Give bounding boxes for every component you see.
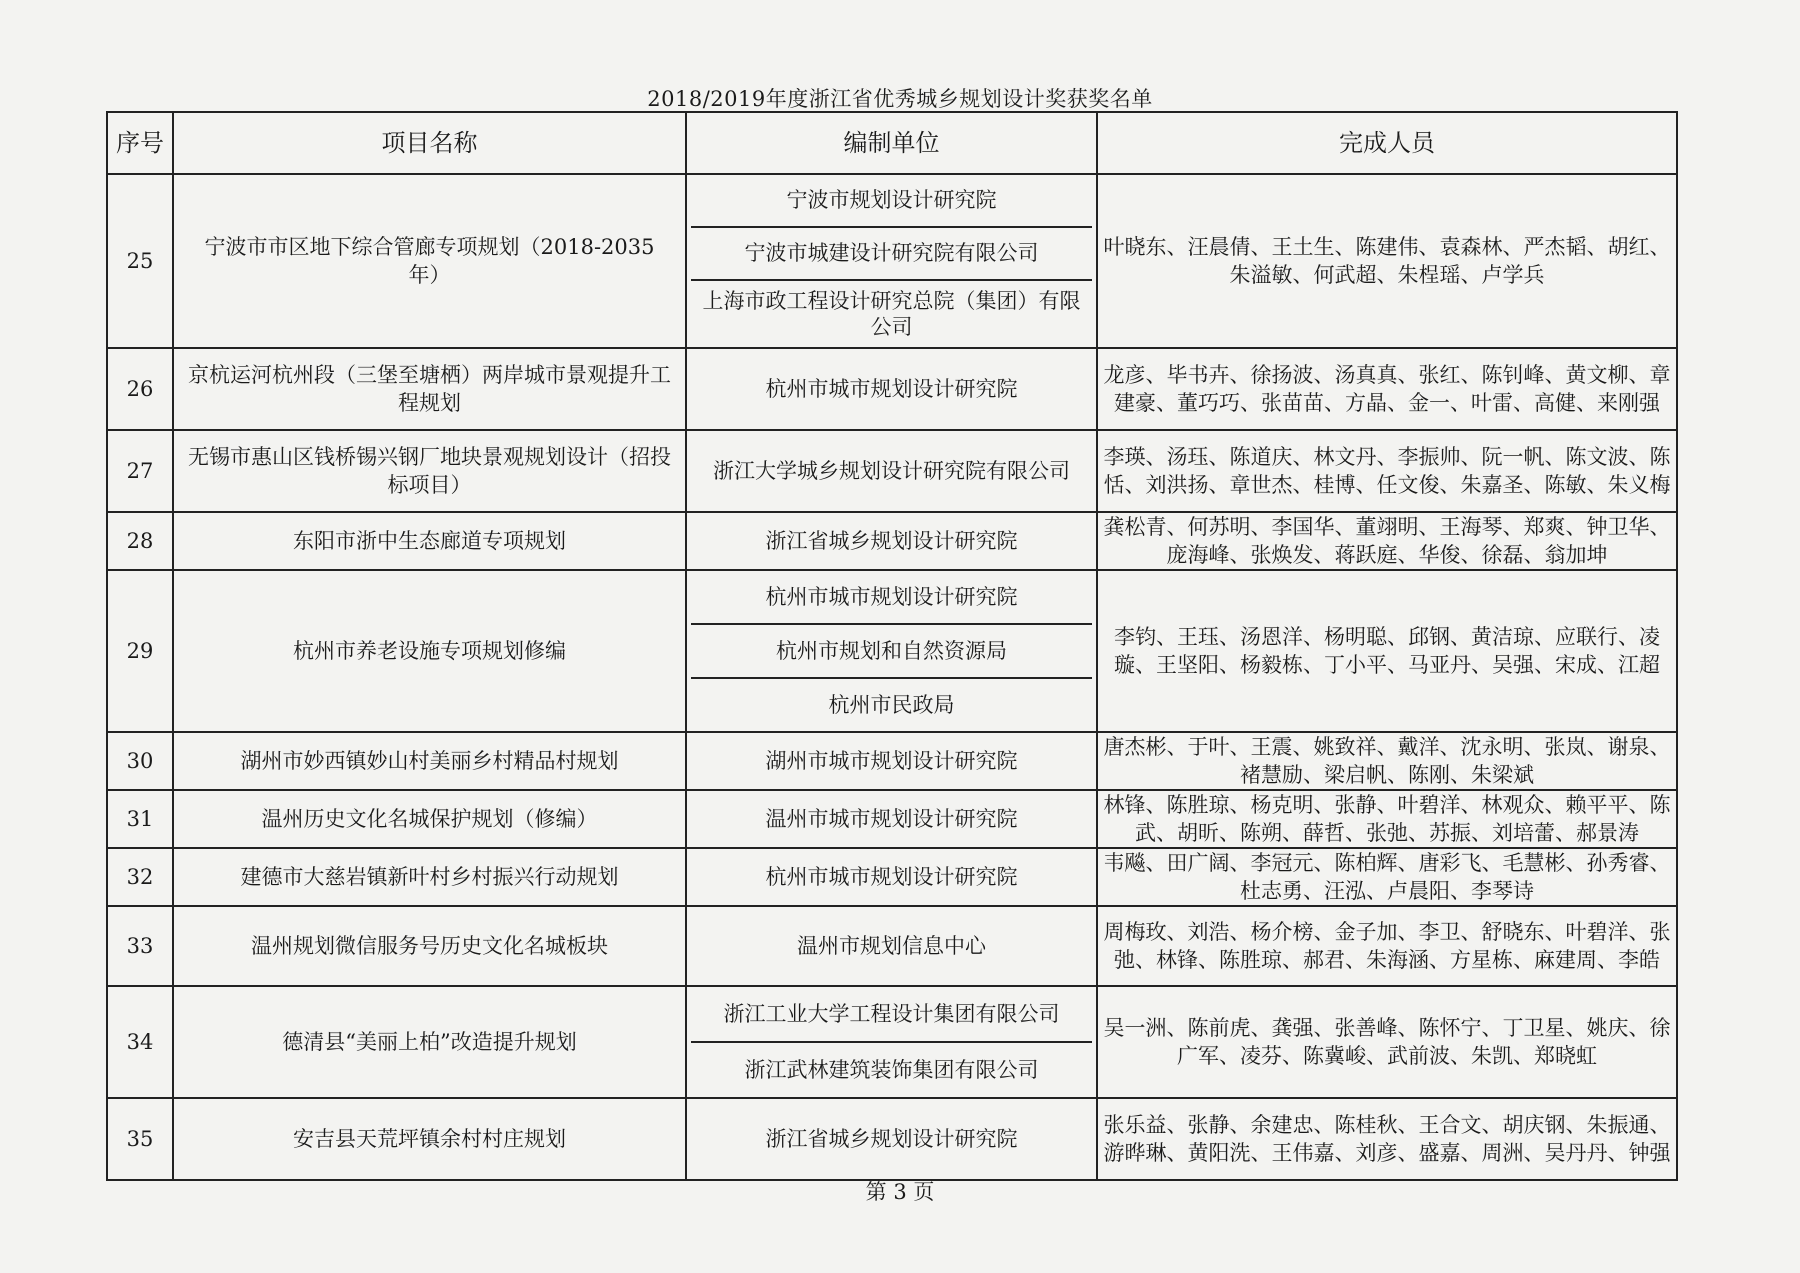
staff-list: 吴一洲、陈前虎、龚强、张善峰、陈怀宁、丁卫星、姚庆、徐广军、凌芬、陈冀峻、武前波、朱凯、郑晓虹 xyxy=(1097,986,1677,1098)
unit-name: 温州市城市规划设计研究院 xyxy=(686,790,1097,848)
unit-name: 浙江武林建筑装饰集团有限公司 xyxy=(744,1058,1039,1082)
unit-name: 温州市规划信息中心 xyxy=(686,906,1097,986)
row-number: 28 xyxy=(107,512,173,570)
row-number: 34 xyxy=(107,986,173,1098)
unit-name: 浙江工业大学工程设计集团有限公司 xyxy=(691,987,1092,1043)
unit-name: 杭州市民政局 xyxy=(828,693,955,717)
award-table xyxy=(106,111,1678,1181)
header-project: 项目名称 xyxy=(173,112,686,174)
project-name: 湖州市妙西镇妙山村美丽乡村精品村规划 xyxy=(173,732,686,790)
header-no: 序号 xyxy=(107,112,173,174)
staff-list: 李钧、王珏、汤恩洋、杨明聪、邱钢、黄洁琼、应联行、凌璇、王坚阳、杨毅栋、丁小平、马亚丹、吴强、宋成、江超 xyxy=(1097,570,1677,732)
unit-name: 宁波市城建设计研究院有限公司 xyxy=(691,228,1092,281)
row-number: 30 xyxy=(107,732,173,790)
project-name: 杭州市养老设施专项规划修编 xyxy=(173,570,686,732)
project-name: 安吉县天荒坪镇余村村庄规划 xyxy=(173,1098,686,1180)
project-name: 建德市大慈岩镇新叶村乡村振兴行动规划 xyxy=(173,848,686,906)
table-row xyxy=(107,790,1677,848)
row-number: 27 xyxy=(107,430,173,512)
project-name: 温州规划微信服务号历史文化名城板块 xyxy=(173,906,686,986)
row-number: 32 xyxy=(107,848,173,906)
staff-list: 龚松青、何苏明、李国华、董翊明、王海琴、郑爽、钟卫华、庞海峰、张焕发、蒋跃庭、华俊、徐磊、翁加坤 xyxy=(1097,512,1677,570)
row-number: 35 xyxy=(107,1098,173,1180)
unit-name: 杭州市城市规划设计研究院 xyxy=(691,571,1092,625)
row-number: 31 xyxy=(107,790,173,848)
project-name: 德清县“美丽上柏”改造提升规划 xyxy=(173,986,686,1098)
row-number: 33 xyxy=(107,906,173,986)
unit-cell xyxy=(686,570,1097,732)
table-row xyxy=(107,906,1677,986)
unit-name: 宁波市规划设计研究院 xyxy=(691,175,1092,228)
staff-list: 韦飚、田广阔、李冠元、陈柏辉、唐彩飞、毛慧彬、孙秀睿、杜志勇、汪泓、卢晨阳、李琴诗 xyxy=(1097,848,1677,906)
table-row xyxy=(107,348,1677,430)
header-row xyxy=(107,112,1677,174)
project-name: 京杭运河杭州段（三堡至塘栖）两岸城市景观提升工程规划 xyxy=(173,348,686,430)
row-number: 26 xyxy=(107,348,173,430)
project-name: 宁波市市区地下综合管廊专项规划（2018-2035年） xyxy=(173,174,686,348)
project-name: 温州历史文化名城保护规划（修编） xyxy=(173,790,686,848)
header-staff: 完成人员 xyxy=(1097,112,1677,174)
table-row xyxy=(107,174,1677,348)
unit-name: 湖州市城市规划设计研究院 xyxy=(686,732,1097,790)
project-name: 东阳市浙中生态廊道专项规划 xyxy=(173,512,686,570)
table-row xyxy=(107,848,1677,906)
table-row xyxy=(107,512,1677,570)
header-unit: 编制单位 xyxy=(686,112,1097,174)
unit-cell xyxy=(686,174,1097,348)
unit-name: 上海市政工程设计研究总院（集团）有限公司 xyxy=(702,288,1081,339)
unit-name: 杭州市城市规划设计研究院 xyxy=(686,348,1097,430)
row-number: 25 xyxy=(107,174,173,348)
staff-list: 叶晓东、汪晨倩、王土生、陈建伟、袁森林、严杰韬、胡红、朱溢敏、何武超、朱桯瑶、卢学兵 xyxy=(1097,174,1677,348)
staff-list: 周梅玫、刘浩、杨介榜、金子加、李卫、舒晓东、叶碧洋、张弛、林锋、陈胜琼、郝君、朱海涵、方星栋、麻建周、李皓 xyxy=(1097,906,1677,986)
unit-name: 浙江大学城乡规划设计研究院有限公司 xyxy=(686,430,1097,512)
staff-list: 李瑛、汤珏、陈道庆、林文丹、李振帅、阮一帆、陈文波、陈恬、刘洪扬、章世杰、桂博、任文俊、朱嘉圣、陈敏、朱义梅 xyxy=(1097,430,1677,512)
staff-list: 龙彦、毕书卉、徐扬波、汤真真、张红、陈钊峰、黄文柳、章建豪、董巧巧、张苗苗、方晶、金一、叶雷、高健、来刚强 xyxy=(1097,348,1677,430)
unit-name: 杭州市城市规划设计研究院 xyxy=(686,848,1097,906)
table-row xyxy=(107,570,1677,732)
staff-list: 林锋、陈胜琼、杨克明、张静、叶碧洋、林观众、赖平平、陈武、胡昕、陈朔、薛哲、张弛、苏振、刘培蕾、郝景涛 xyxy=(1097,790,1677,848)
page-number: 第 3 页 xyxy=(865,1180,935,1204)
unit-name: 杭州市规划和自然资源局 xyxy=(691,625,1092,679)
page-title: 2018/2019年度浙江省优秀城乡规划设计奖获奖名单 xyxy=(647,87,1153,111)
unit-cell xyxy=(686,986,1097,1098)
project-name: 无锡市惠山区钱桥锡兴钢厂地块景观规划设计（招投标项目） xyxy=(173,430,686,512)
staff-list: 张乐益、张静、余建忠、陈桂秋、王合文、胡庆钢、朱振通、游晔琳、黄阳洗、王伟嘉、刘彦、盛嘉、周洲、吴丹丹、钟强 xyxy=(1097,1098,1677,1180)
unit-name: 浙江省城乡规划设计研究院 xyxy=(686,1098,1097,1180)
staff-list: 唐杰彬、于叶、王震、姚致祥、戴洋、沈永明、张岚、谢泉、褚慧励、梁启帆、陈刚、朱梁斌 xyxy=(1097,732,1677,790)
table-row xyxy=(107,732,1677,790)
table-row xyxy=(107,430,1677,512)
unit-name: 浙江省城乡规划设计研究院 xyxy=(686,512,1097,570)
row-number: 29 xyxy=(107,570,173,732)
table-row xyxy=(107,1098,1677,1180)
table-row xyxy=(107,986,1677,1098)
